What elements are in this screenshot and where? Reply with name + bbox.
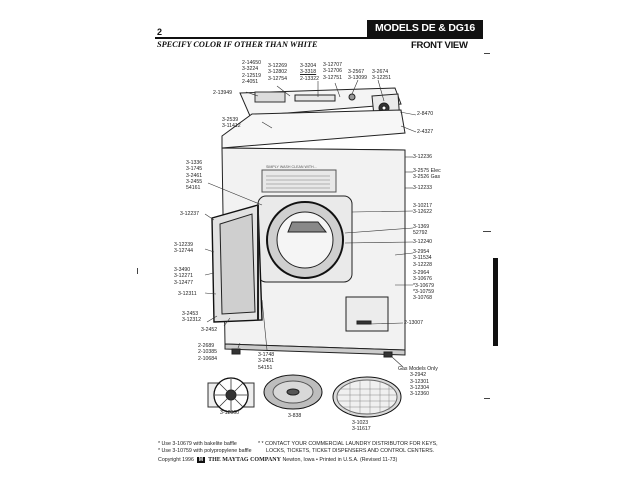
callout-bottom-left-group: [198, 343, 217, 362]
part-number: 3-11412: [222, 123, 241, 130]
part-number: 2-12519: [242, 72, 262, 79]
part-number: 3-10676: [413, 276, 433, 283]
page-number: 2: [157, 27, 163, 37]
part-number: 3-12301: [410, 378, 430, 385]
lint-handle: [357, 321, 371, 324]
callout-right-lower-group: [413, 270, 434, 301]
part-number: 3-12754: [268, 75, 288, 82]
filter-part: [264, 375, 322, 409]
callout-right-13007: 2-13007: [404, 320, 424, 326]
callout-top-group-2: [268, 63, 287, 82]
callout-right-pair-1: [413, 203, 432, 216]
part-number: 3-12228: [413, 261, 433, 268]
view-title: FRONT VIEW: [411, 40, 468, 51]
contact-line-1: * * CONTACT YOUR COMMERCIAL LAUNDRY DISTRIBUTOR FOR KEYS,: [258, 441, 438, 447]
part-number: 2-2689: [198, 343, 215, 349]
part-number: 3-3490: [174, 267, 191, 273]
part-number: 3-1023: [352, 420, 369, 426]
lint-access-panel: [346, 297, 388, 331]
part-number: 3-2964: [413, 270, 430, 276]
part-number: 3-12802: [268, 69, 288, 76]
part-number: 3-12706: [323, 68, 343, 75]
part-number: 3-2539: [222, 117, 239, 123]
callout-left-group-1: [186, 160, 202, 191]
callout-bottom-center-group: [258, 352, 274, 371]
margin-tick: [483, 231, 491, 232]
part-number: 3-3318: [300, 69, 317, 76]
callout-right-group: [413, 249, 432, 268]
part-number: 3-10768: [413, 295, 433, 302]
part-number: 3-2942: [410, 372, 427, 379]
margin-tick: [484, 398, 490, 399]
part-number: 3-1745: [186, 166, 203, 173]
copyright-line: [158, 457, 397, 464]
callout-left-2452: 3-2452: [201, 327, 218, 333]
part-number: 3-12312: [182, 317, 202, 324]
part-number: 3-12360: [410, 391, 430, 398]
control-dial: [349, 94, 355, 100]
control-knob-strip: [295, 95, 335, 101]
callout-top-group-5: [348, 69, 367, 82]
part-number: 2-4051: [242, 78, 259, 85]
part-number: 3-12304: [410, 384, 430, 391]
part-number: 3-10217: [413, 203, 433, 209]
callout-right-12240: 3-12240: [413, 239, 433, 245]
part-number: 3-12269: [268, 63, 288, 69]
callout-fan-part: 3-12060: [220, 410, 240, 416]
callout-top-group-6: [372, 69, 391, 82]
callout-right-pair-2: [413, 224, 429, 237]
callout-left-pair: [174, 242, 193, 255]
part-number: 3-2567: [348, 69, 365, 75]
callout-gas-models: [398, 366, 438, 397]
gas-models-label: Gas Models Only: [398, 366, 438, 372]
copyright-text: Copyright 1996: [158, 457, 194, 463]
part-number: 54151: [258, 364, 273, 371]
grille-part: [333, 377, 401, 417]
part-number: 3-12744: [174, 248, 194, 255]
part-number: 3-11534: [413, 255, 432, 262]
part-number: *3-10759: [413, 288, 435, 295]
callout-top-left-pair: [222, 117, 241, 130]
part-number: 3-3204: [300, 63, 317, 69]
part-number: 3-1748: [258, 352, 275, 358]
part-number: 3-2461: [186, 172, 203, 179]
part-number: 3-2954: [413, 249, 430, 255]
part-number: 3-3224: [242, 66, 259, 73]
callout-left-12311: 3-12311: [178, 291, 197, 297]
part-number: 3-12477: [174, 279, 194, 286]
drum-interior: [277, 212, 333, 268]
models-title: MODELS DE & DG16: [367, 20, 483, 37]
part-number: 3-12251: [372, 75, 392, 82]
part-number: 54161: [186, 185, 201, 192]
part-number: 3-1336: [186, 160, 203, 166]
part-number: 3-2453: [182, 311, 199, 317]
margin-tick: [484, 53, 490, 54]
part-number: 3-12707: [323, 62, 343, 68]
specify-color-note: SPECIFY COLOR IF OTHER THAN WHITE: [157, 40, 318, 49]
part-number: 52792: [413, 230, 428, 237]
door-inner-panel: [220, 214, 255, 314]
timer-knob-center: [382, 106, 386, 110]
instruction-panel: [262, 170, 336, 192]
callout-right-elec-gas: [413, 168, 441, 181]
callout-grille-part: [352, 420, 371, 433]
part-number: 3-12751: [323, 74, 343, 81]
margin-bar: [493, 258, 498, 346]
fan-part: [208, 378, 254, 412]
contact-line-2: LOCKS, TICKETS, TICKET DISPENSERS AND CONTROL CENTERS.: [266, 448, 435, 454]
control-panel-window: [255, 92, 285, 102]
panel-caption: SIMPLY WASH CLEAN WITH...: [266, 165, 317, 169]
part-number: 2-14650: [242, 60, 262, 66]
footnote-2: * Use 3-10759 with polypropylene baffle: [158, 448, 252, 454]
callout-top-group-4: [323, 62, 342, 81]
margin-tick: [137, 268, 138, 274]
part-number: 2-10385: [198, 349, 218, 356]
footnote-1: * Use 3-10679 with bakelite baffle: [158, 441, 237, 447]
part-number: 2-13322: [300, 75, 320, 82]
part-number: 3-12622: [413, 209, 433, 216]
callout-left-12237: 3-12237: [180, 211, 200, 217]
callout-top-group-1: [242, 60, 261, 85]
company-name: THE MAYTAG COMPANY: [208, 457, 281, 463]
part-number: 3-2451: [258, 358, 275, 365]
part-number: 3-12271: [174, 273, 194, 280]
callout-right-12236: 3-12236: [413, 154, 433, 160]
part-number: *3-10679: [413, 282, 435, 289]
part-number: 3-2575 Elec: [413, 168, 441, 174]
part-number: 3-11617: [352, 426, 371, 433]
dryer-top: [222, 110, 405, 148]
location-text: Newton, Iowa • Printed in U.S.A. (Revised 11-73): [282, 457, 398, 463]
callout-right-12233: 3-12233: [413, 185, 433, 191]
callout-filter-part: 3-838: [288, 413, 302, 419]
callout-left-group-2: [174, 267, 193, 286]
maytag-logo: M: [198, 457, 204, 463]
callout-left-pair-2: [182, 311, 201, 324]
part-number: 2-10684: [198, 355, 218, 362]
callout-top-group-3: [300, 63, 319, 82]
part-number: 3-2455: [186, 178, 203, 185]
part-number: 3-13099: [348, 75, 368, 82]
part-number: 3-12239: [174, 242, 194, 248]
part-number: 3-1369: [413, 224, 430, 230]
callout-backsplash-left: 2-13949: [213, 90, 233, 96]
callout-timer-right: 2-8470: [417, 111, 434, 117]
part-number: 3-2526 Gas: [413, 174, 441, 181]
part-number: 3-2674: [372, 69, 389, 75]
callout-right-4327: 2-4327: [417, 129, 434, 135]
